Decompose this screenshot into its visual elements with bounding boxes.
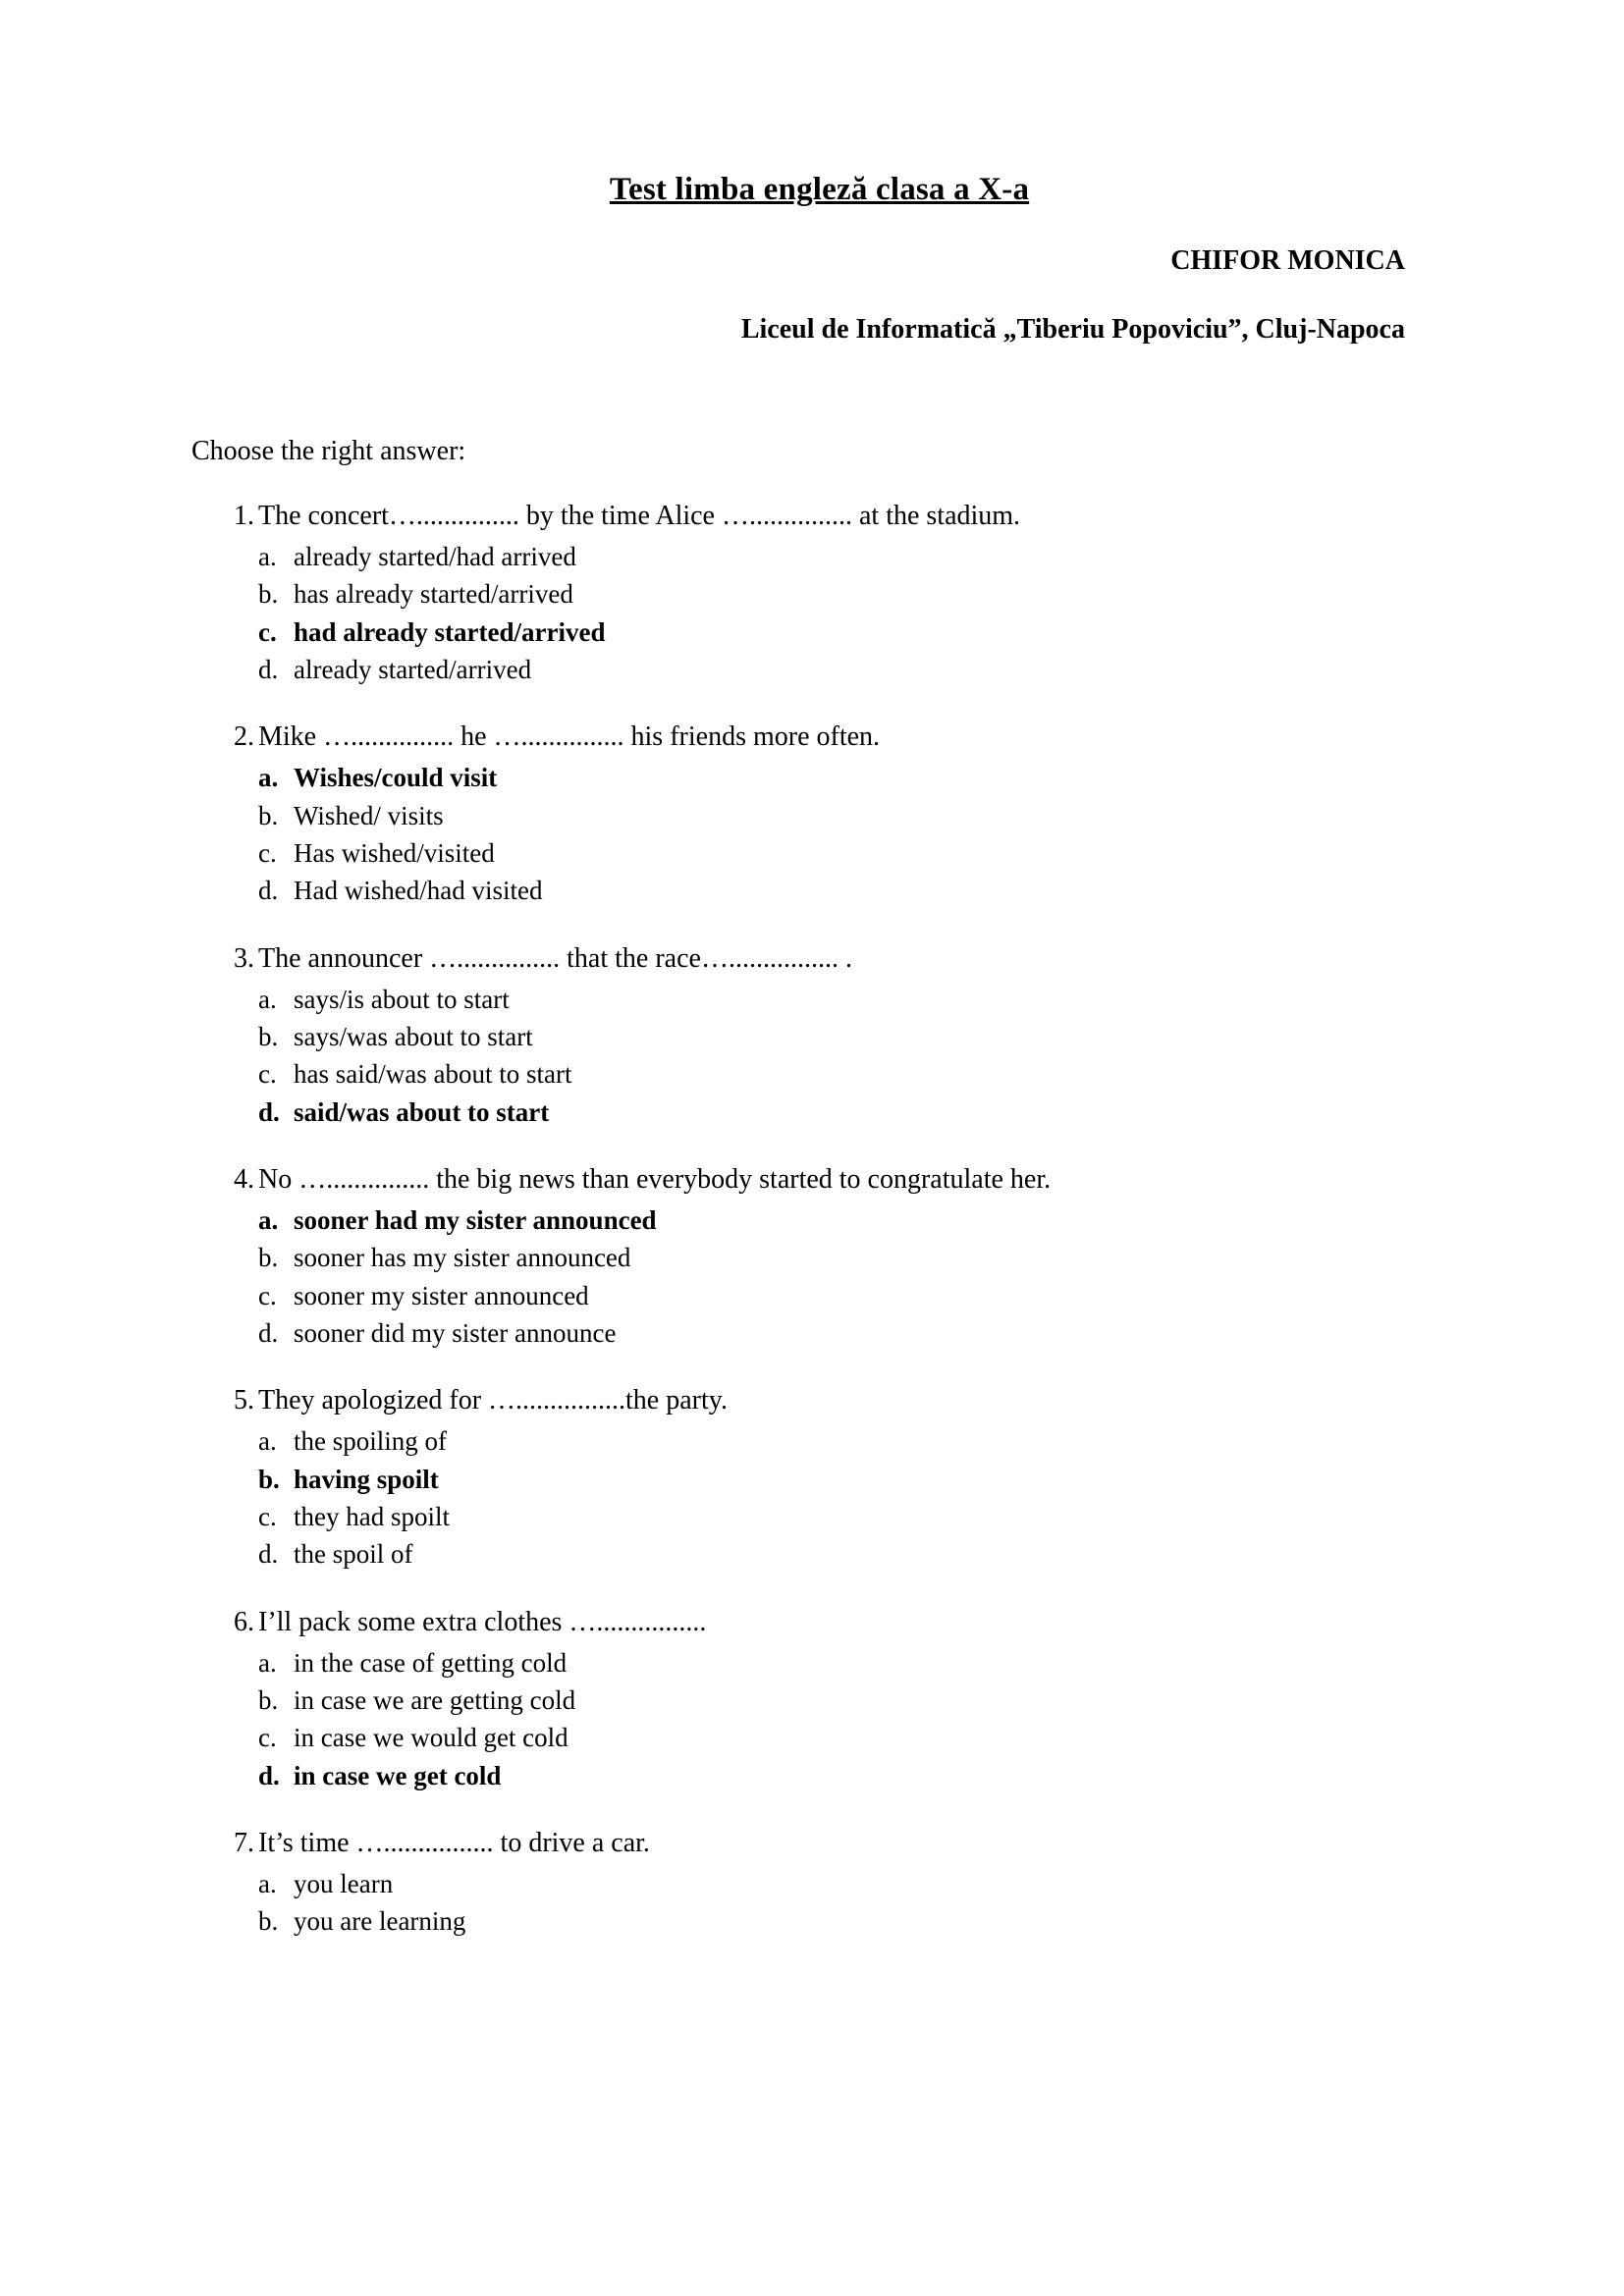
choice-option[interactable] <box>258 1644 1413 1682</box>
choice-text: they had spoilt <box>294 1501 450 1531</box>
choice-text: you are learning <box>294 1906 466 1937</box>
choice-label: c. <box>258 616 277 647</box>
question-text: No …............... the big news than everybody started to congratulate her. <box>258 1163 1052 1195</box>
instruction-text: Choose the right answer: <box>191 436 466 466</box>
choice-option[interactable] <box>258 651 1413 688</box>
choice-text: sooner has my sister announced <box>294 1243 631 1273</box>
choice-text: having spoilt <box>294 1464 439 1494</box>
choice-option[interactable] <box>258 1719 1413 1756</box>
choice-label: a. <box>258 984 277 1014</box>
question-item <box>191 721 1413 909</box>
questions-list <box>191 501 1413 1941</box>
choice-text: in the case of getting cold <box>294 1647 568 1678</box>
question-text: They apologized for …................the party. <box>258 1385 728 1416</box>
choice-label: b. <box>258 800 279 830</box>
choice-label: b. <box>258 1021 279 1051</box>
choice-label: a. <box>258 763 279 793</box>
question-text: It’s time …................ to drive a car. <box>258 1827 650 1858</box>
choices-list <box>258 1644 1413 1794</box>
choice-text: you learn <box>294 1868 394 1898</box>
question-number: 3. <box>234 942 254 974</box>
question-item <box>191 1607 1413 1794</box>
question-number: 7. <box>234 1827 254 1858</box>
choice-text: has said/was about to start <box>294 1059 572 1090</box>
choice-option[interactable] <box>258 1201 1413 1239</box>
choice-option[interactable] <box>258 1239 1413 1276</box>
choice-label: d. <box>258 1317 279 1348</box>
choice-label: b. <box>258 1243 279 1273</box>
choice-option[interactable] <box>258 1422 1413 1460</box>
question-number: 4. <box>234 1163 254 1195</box>
choice-label: c. <box>258 1723 277 1753</box>
choice-text: Wishes/could visit <box>294 763 498 793</box>
choice-label: a. <box>258 1868 277 1898</box>
choice-text: Has wished/visited <box>294 837 495 868</box>
question-item <box>191 501 1413 688</box>
choice-option[interactable] <box>258 872 1413 909</box>
question-item <box>191 1828 1413 1941</box>
choice-option[interactable] <box>258 981 1413 1018</box>
choice-text: Had wished/had visited <box>294 876 543 906</box>
choice-option[interactable] <box>258 834 1413 872</box>
choice-label: d. <box>258 876 279 906</box>
question-item <box>191 1385 1413 1573</box>
choice-label: d. <box>258 1096 280 1127</box>
question-number: 1. <box>234 501 254 531</box>
choice-option[interactable] <box>258 1461 1413 1498</box>
choice-label: b. <box>258 1906 279 1937</box>
choice-option[interactable] <box>258 575 1413 613</box>
choice-text: sooner did my sister announce <box>294 1317 617 1348</box>
choice-option[interactable] <box>258 538 1413 575</box>
question-number: 6. <box>234 1606 254 1637</box>
choice-label: b. <box>258 1684 279 1715</box>
choices-list <box>258 759 1413 909</box>
choices-list <box>258 538 1413 688</box>
choices-list <box>258 1201 1413 1352</box>
choice-option[interactable] <box>258 1018 1413 1055</box>
choice-label: a. <box>258 1647 277 1678</box>
choice-option[interactable] <box>258 1682 1413 1719</box>
question-item <box>191 943 1413 1131</box>
page-title: Test limba engleză clasa a X-a <box>609 172 1030 207</box>
choice-text: already started/had arrived <box>294 542 576 571</box>
choices-list <box>258 1422 1413 1573</box>
choice-label: a. <box>258 1426 277 1457</box>
choice-option[interactable] <box>258 1535 1413 1573</box>
author-name: CHIFOR MONICA <box>1170 245 1405 276</box>
choice-option[interactable] <box>258 759 1413 796</box>
question-text: I’ll pack some extra clothes …................ <box>258 1606 707 1637</box>
choice-option[interactable] <box>258 797 1413 834</box>
choice-text: in case we would get cold <box>294 1723 568 1753</box>
question-text: The concert…............... by the time Alice …............... at the stadium. <box>258 501 1021 531</box>
choice-label: b. <box>258 579 279 610</box>
school-name: Liceul de Informatică „Tiberiu Popoviciu”, Cluj-Napoca <box>740 314 1405 345</box>
choice-option[interactable] <box>258 1498 1413 1535</box>
choice-option[interactable] <box>258 614 1413 651</box>
choice-label: d. <box>258 654 279 684</box>
choice-label: c. <box>258 1501 277 1531</box>
choice-text: the spoil of <box>294 1539 413 1570</box>
choice-text: in case we are getting cold <box>294 1684 576 1715</box>
choice-text: sooner my sister announced <box>294 1280 589 1310</box>
choice-text: had already started/arrived <box>294 616 606 647</box>
choice-text: has already started/arrived <box>294 579 573 610</box>
choice-label: c. <box>258 1280 277 1310</box>
choice-text: the spoiling of <box>294 1426 447 1457</box>
choice-option[interactable] <box>258 1902 1413 1940</box>
choices-list <box>258 981 1413 1131</box>
choice-text: says/is about to start <box>294 984 510 1014</box>
choice-label: c. <box>258 1059 277 1090</box>
question-number: 5. <box>234 1385 254 1416</box>
choice-text: Wished/ visits <box>294 800 444 830</box>
choice-label: c. <box>258 837 277 868</box>
question-number: 2. <box>234 721 254 753</box>
choice-option[interactable] <box>258 1314 1413 1352</box>
choice-option[interactable] <box>258 1055 1413 1093</box>
question-item <box>191 1164 1413 1352</box>
choice-text: said/was about to start <box>294 1096 550 1127</box>
choices-list <box>258 1865 1413 1941</box>
choice-text: says/was about to start <box>294 1021 533 1051</box>
question-text: Mike …............... he …............... his friends more often. <box>258 721 881 753</box>
choice-text: in case we get cold <box>294 1760 502 1790</box>
choice-label: b. <box>258 1464 280 1494</box>
choice-option[interactable] <box>258 1865 1413 1902</box>
choice-label: a. <box>258 542 277 571</box>
choice-label: d. <box>258 1539 279 1570</box>
question-text: The announcer …............... that the race…................ . <box>258 942 852 974</box>
choice-label: a. <box>258 1204 279 1235</box>
choice-option[interactable] <box>258 1757 1413 1794</box>
choice-text: sooner had my sister announced <box>294 1204 657 1235</box>
choice-text: already started/arrived <box>294 654 532 684</box>
choice-label: d. <box>258 1760 280 1790</box>
choice-option[interactable] <box>258 1277 1413 1314</box>
choice-option[interactable] <box>258 1094 1413 1131</box>
